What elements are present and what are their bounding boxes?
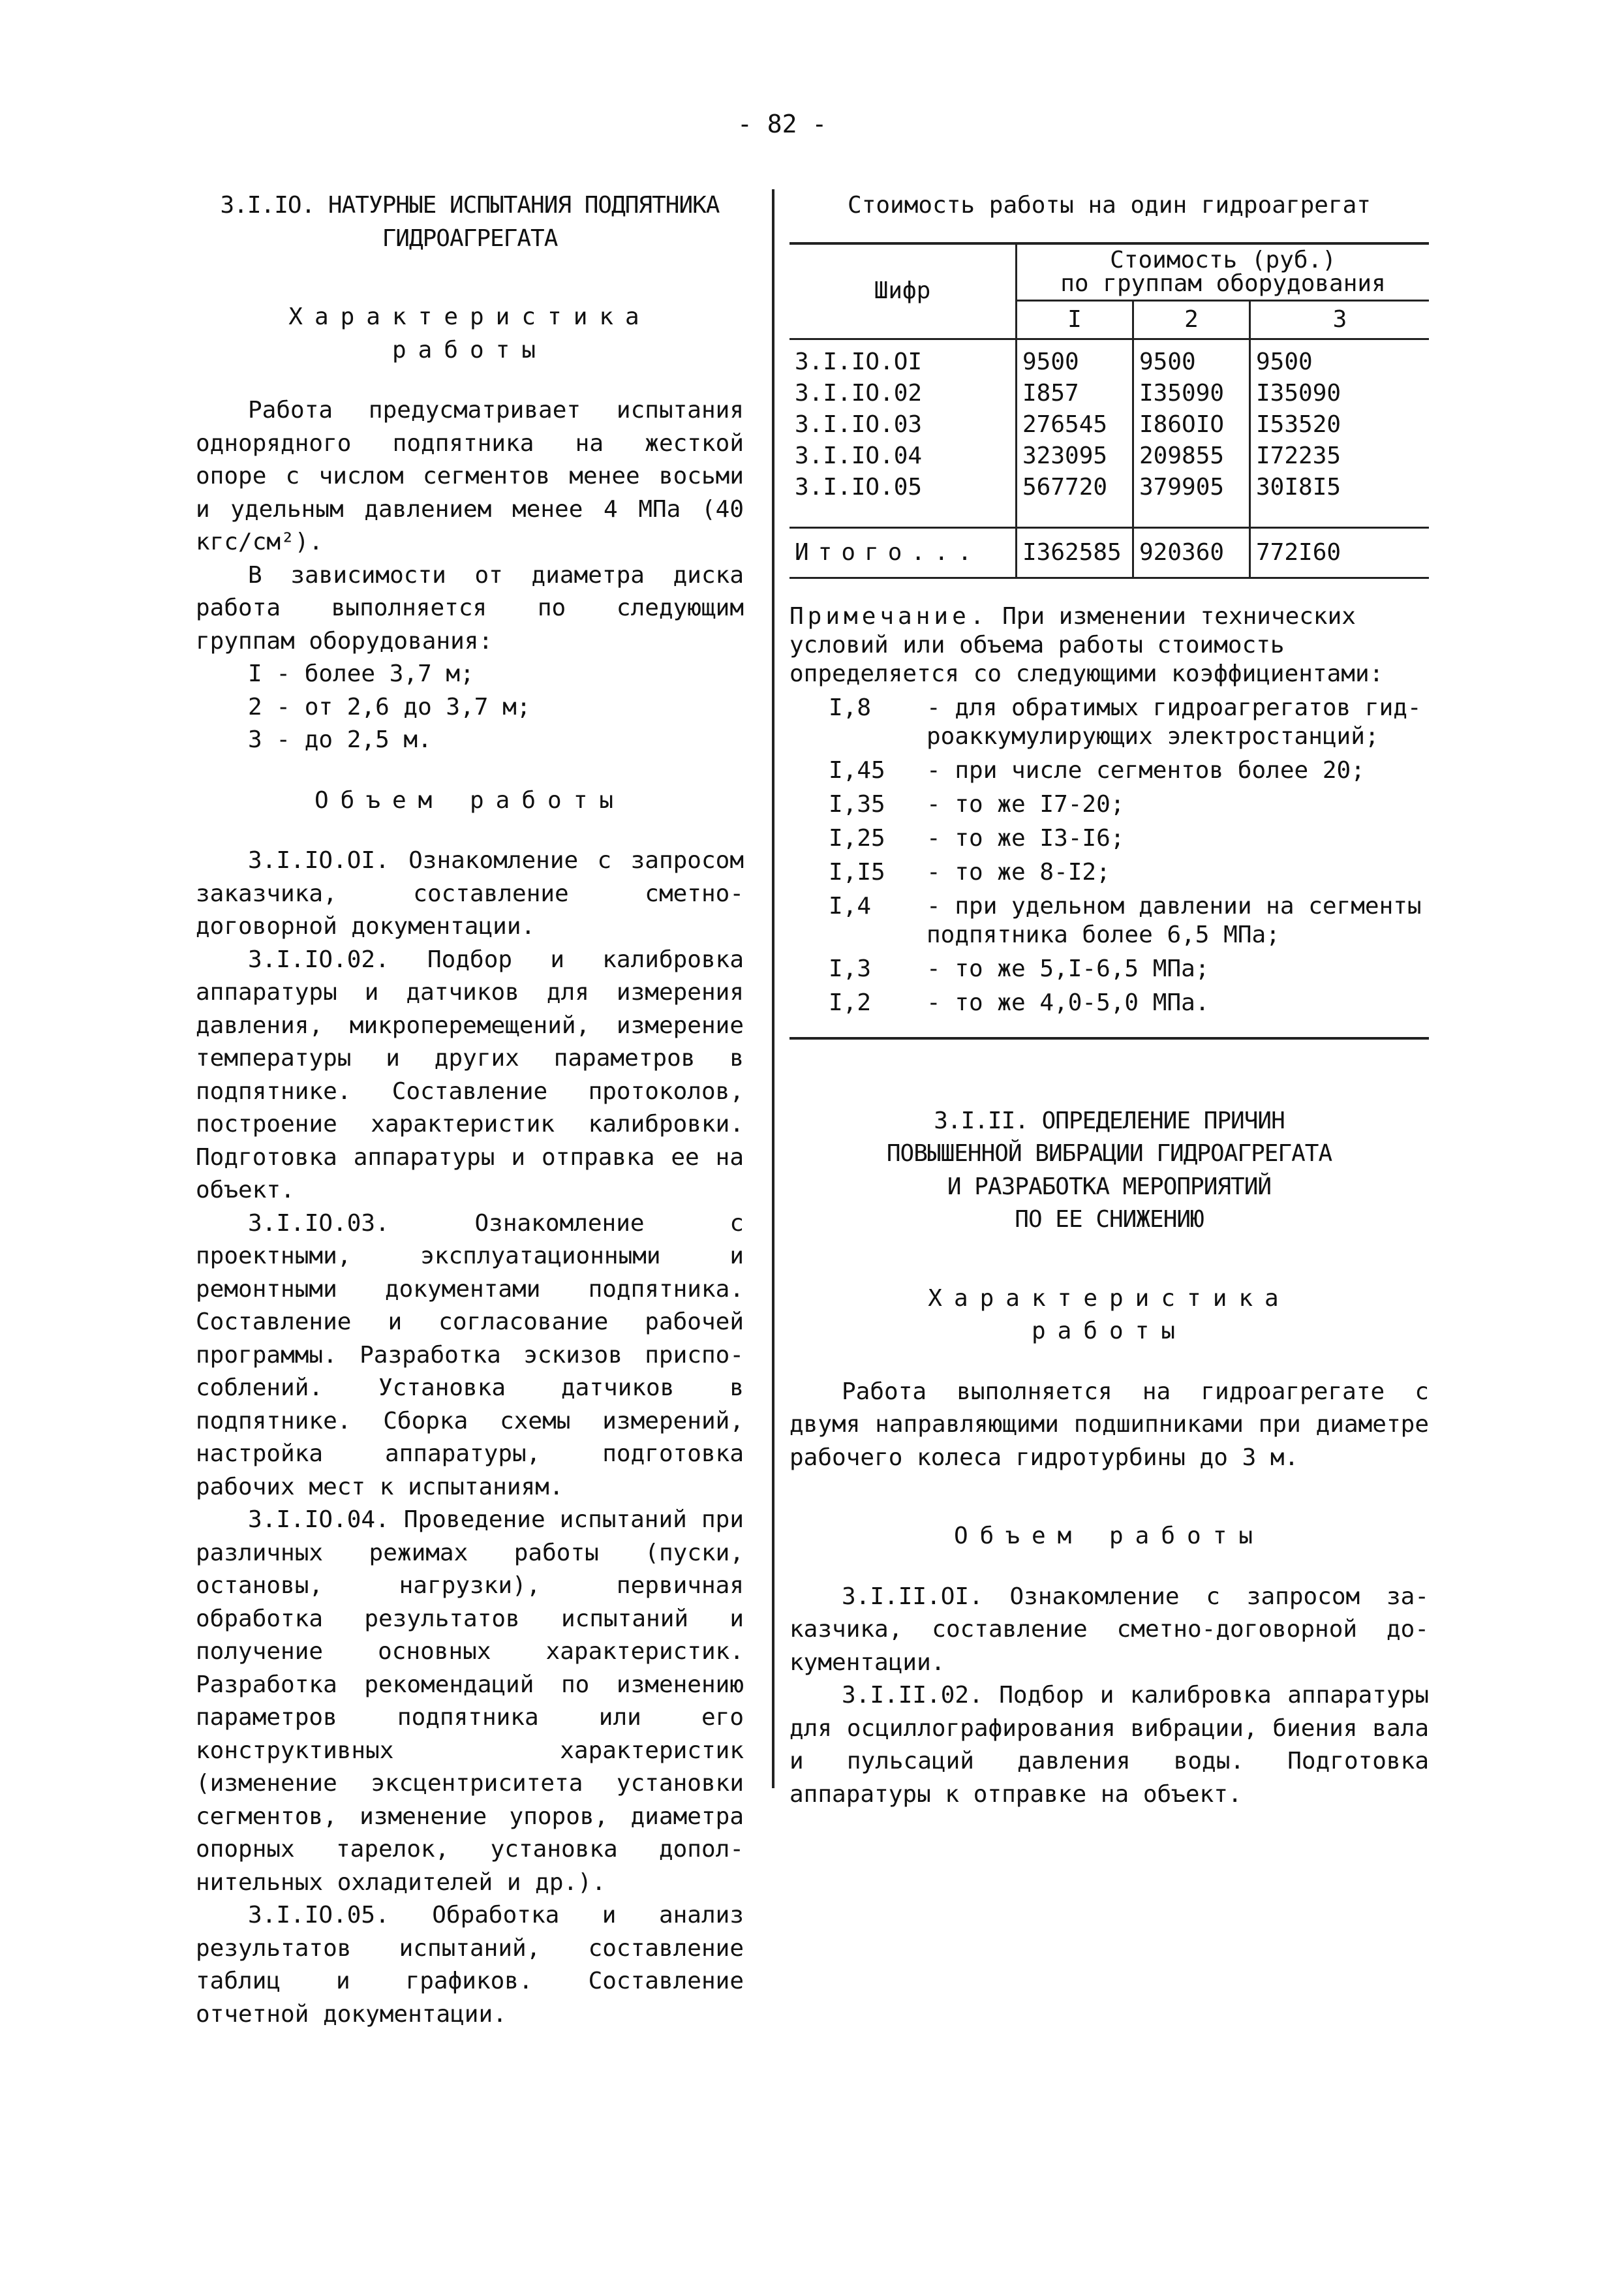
cost-header-line-2: по группам оборудования [1060,270,1386,297]
group-item: I - более 3,7 м; [248,660,474,687]
total-value: 920360 [1133,527,1250,578]
coefficient-item [789,790,1429,819]
work-item: 3.I.IO.OI. Ознакомление с запросом заказчика, составление сметно-договорной документации. [196,847,744,940]
coefficient-item [789,892,1429,950]
cost-header-line-1: Стоимость (руб.) [1110,246,1336,273]
work-item: 3.I.IO.02. Подбор и калибровка аппаратуры и датчиков для измерения давления, микроперемещений, измерение температуры и других параметров в подпятнике. Составление протоколов, построение характеристик калибровки. Подготовка аппаратуры и отправка ее на объект. [196,946,744,1203]
coefficient-value: I,8 [829,694,872,721]
page-number: - 82 - [737,110,827,138]
coefficient-value: I,3 [829,955,872,982]
cell-group-3 [1250,339,1430,527]
coefficient-desc: - то же 8-I2; [927,858,1111,886]
coefficient-desc: - при числе сегментов более 20; [927,756,1365,784]
coefficient-item [789,955,1429,983]
section2-title-line: 3.I.II. ОПРЕДЕЛЕНИЕ ПРИЧИН [934,1107,1285,1134]
row-code: 3.I.IO.05 [795,473,923,501]
coefficient-item [789,756,1429,785]
coefficient-value: I,25 [829,824,885,852]
group-header: 3 [1250,300,1430,339]
section-title-line-1: 3.I.IO. НАТУРНЫЕ ИСПЫТАНИЯ ПОДПЯТНИКА [220,192,720,219]
coefficient-value: I,4 [829,892,872,920]
row-code: 3.I.IO.04 [795,442,923,469]
note-text: При изменении технических условий или объема работы стоимость определяется со следующими коэффициентами: [789,602,1384,687]
group-item: 3 - до 2,5 м. [248,726,432,753]
coefficient-desc: - то же I7-20; [927,790,1125,818]
section-title-line-2: ГИДРОАГРЕГАТА [382,225,558,252]
cell-group-2 [1133,339,1250,527]
coefficient-desc: - при удельном давлении на сегменты подпятника более 6,5 МПа; [927,892,1422,948]
row-value: 9500 [1022,348,1079,375]
total-row [789,527,1429,578]
column-header-code: Шифр [789,243,1017,339]
row-value: 567720 [1022,473,1108,501]
row-value: I35090 [1139,379,1225,407]
coefficient-desc: - для обратимых гидроагрегатов гидроаккумулирующих электростанций; [927,694,1422,750]
coefficient-item [789,989,1429,1017]
row-code: 3.I.IO.03 [795,410,923,438]
characteristic-paragraph: Работа выполняется на гидроагрегате с двумя направляющими подшипниками при диаметре рабочего колеса гидротурбины до 3 м. [789,1378,1429,1471]
total-label: Итого... [789,527,1017,578]
table-title: Стоимость работы на один гидроагрегат [848,192,1371,219]
cost-table [789,242,1429,579]
coefficient-value: I,45 [829,756,885,784]
column-divider [772,189,774,1788]
coefficient-desc: - то же 4,0-5,0 МПа. [927,989,1210,1016]
characteristic-heading: Характеристика [288,303,651,330]
coefficient-item [789,824,1429,853]
characteristic-heading-2: работы [391,336,548,364]
table-row [789,339,1429,527]
section2-title-line: ПО ЕЕ СНИЖЕНИЮ [1015,1206,1204,1233]
row-value: 323095 [1022,442,1108,469]
row-code: 3.I.IO.02 [795,379,923,407]
coefficient-item [789,694,1429,751]
row-value: 379905 [1139,473,1225,501]
row-value: I857 [1022,379,1079,407]
row-value: 9500 [1256,348,1313,375]
characteristic-heading-2: работы [1031,1318,1187,1344]
row-value: 30I8I5 [1256,473,1341,501]
coefficient-desc: - то же 5,I-6,5 МПа; [927,955,1210,982]
coefficient-value: I,35 [829,790,885,818]
section2-title-line: И РАЗРАБОТКА МЕРОПРИЯТИЙ [947,1173,1272,1200]
row-code: 3.I.IO.OI [795,348,923,375]
total-value: I362585 [1017,527,1133,578]
characteristic-paragraph-1: Работа предусматривает испытания однорядного подпятника на жесткой опоре с числом сегментов менее восьми и удельным давлением менее 4 МПа (40 кгс/см²). [196,397,744,555]
row-value: I86OIO [1139,410,1225,438]
volume-heading: Объем работы [314,786,626,814]
coefficient-value: I,I5 [829,858,885,886]
group-item: 2 - от 2,6 до 3,7 м; [248,693,531,720]
coefficient-value: I,2 [829,989,872,1016]
right-column [789,189,1429,1811]
work-item: 3.I.IO.04. Проведение испытаний при различных режимах работы (пуски, остановы, нагрузки), первичная обработка результатов испытаний и получение основных характеристик. Разработка рекомендаций по изменению параметров подпятника или его конструктивных характеристик (изменение эксцентриcитета установки сегментов, изменение упоров, диаметра опорных тарелок, установка дополнительных охладителей и др.). [196,1506,744,1896]
work-item: 3.I.II.02. Подбор и калибровка аппаратуры для осциллографирования вибрации, биения вала и пульсаций давления воды. Подготовка аппаратуры к отправке на объект. [789,1682,1429,1808]
table-note [789,602,1429,1040]
work-item: 3.I.II.OI. Ознакомление с запросом заказчика, составление сметно-договорной документации. [789,1583,1429,1676]
row-value: 9500 [1139,348,1196,375]
coefficient-item [789,858,1429,887]
total-value: 772I60 [1250,527,1430,578]
characteristic-heading: Характеристика [928,1284,1291,1312]
column-header-cost [1017,243,1430,301]
work-item: 3.I.IO.05. Обработка и анализ результатов испытаний, составление таблиц и графиков. Составление отчетной документации. [196,1902,744,2028]
volume-heading: Объем работы [953,1523,1265,1549]
row-value: I35090 [1256,379,1341,407]
section2-title-line: ПОВЫШЕННОЙ ВИБРАЦИИ ГИДРОАГРЕГАТА [886,1140,1332,1167]
characteristic-paragraph-2: В зависимости от диаметра диска работа выполняется по следующим группам оборудования: [196,561,744,655]
cell-group-1 [1017,339,1133,527]
cell-code [789,339,1017,527]
row-value: I53520 [1256,410,1341,438]
group-header: 2 [1133,300,1250,339]
row-value: 209855 [1139,442,1225,469]
left-column [196,189,744,2031]
row-value: I72235 [1256,442,1341,469]
coefficient-desc: - то же I3-I6; [927,824,1125,852]
row-value: 276545 [1022,410,1108,438]
note-lead: Примечание. [789,602,988,630]
group-header: I [1017,300,1133,339]
work-item: 3.I.IO.03. Ознакомление с проектными, эксплуатационными и ремонтными документами подпятника. Составление и согласование рабочей программы. Разработка эскизов приспособлений. Установка датчиков в подпятнике. Сборка схемы измерений, настройка аппаратуры, подготовка рабочих мест к испытаниям. [196,1209,744,1500]
